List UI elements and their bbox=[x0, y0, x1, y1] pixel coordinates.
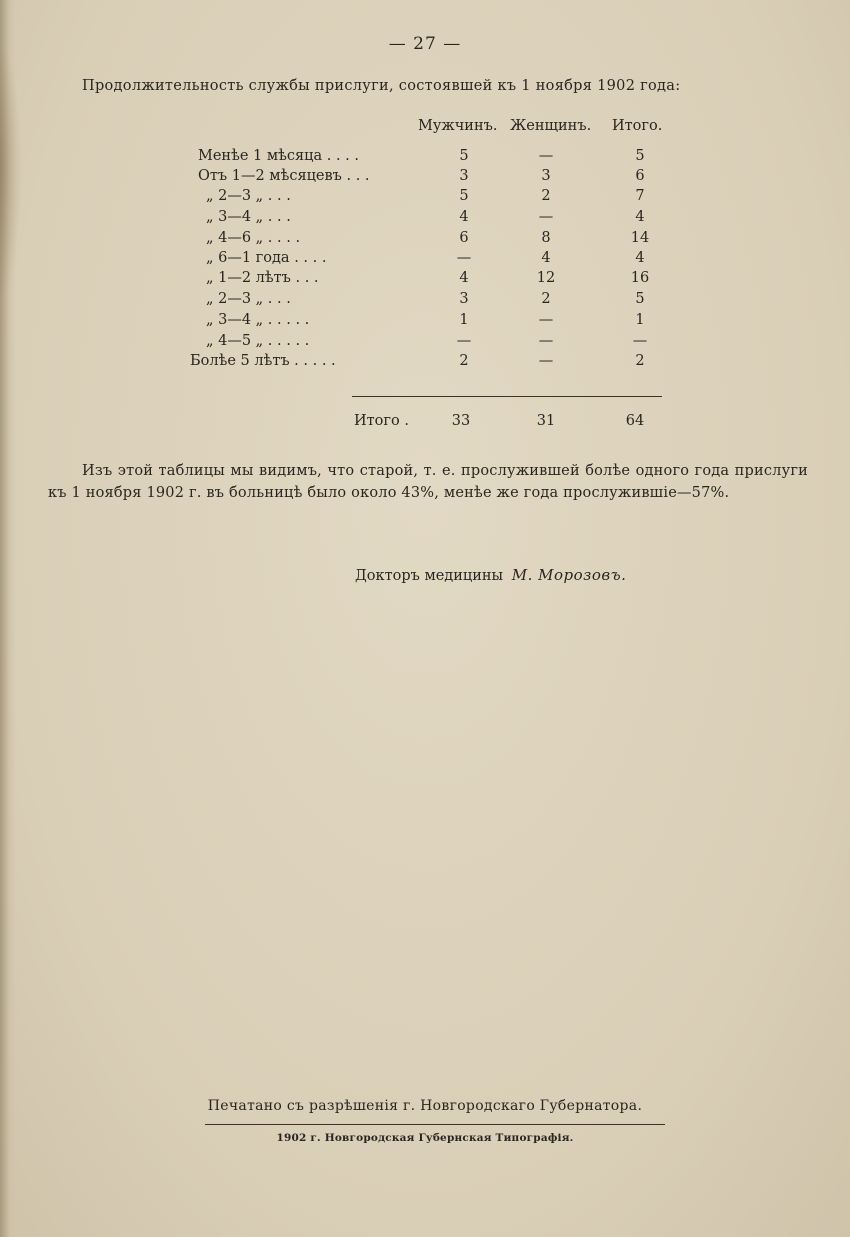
cell-men: 5 bbox=[459, 148, 469, 164]
totals-divider bbox=[352, 396, 662, 397]
signature-name: М. Морозовъ. bbox=[511, 566, 627, 584]
cell-women: — bbox=[538, 209, 554, 225]
cell-men: 3 bbox=[459, 291, 469, 307]
cell-total: 16 bbox=[630, 270, 650, 286]
row-label: „ 4—6 „ . . . . bbox=[206, 230, 301, 246]
row-label: „ 3—4 „ . . . . . bbox=[206, 312, 310, 328]
cell-total: 4 bbox=[635, 250, 645, 266]
row-label: „ 2—3 „ . . . bbox=[206, 188, 291, 204]
imprint-line: Печатано съ разрѣшенія г. Новгородскаго Губернатора. bbox=[207, 1098, 643, 1114]
cell-women: — bbox=[538, 148, 554, 164]
cell-women: 2 bbox=[541, 188, 551, 204]
table-heading: Продолжительность службы прислуги, состоявшей къ 1 ноября 1902 года: bbox=[82, 78, 681, 94]
cell-women: 4 bbox=[541, 250, 551, 266]
paper-stain bbox=[0, 40, 22, 300]
cell-women: 8 bbox=[541, 230, 551, 246]
row-label: „ 1—2 лѣтъ . . . bbox=[206, 270, 319, 286]
cell-total: — bbox=[632, 333, 648, 349]
conclusion-paragraph: Изъ этой таблицы мы видимъ, что старой, т. е. прослужившей болѣе одного года прислуги къ 1 ноября 1902 г. въ больницѣ было около 43%, менѣе же года прослужившіе—57%. bbox=[48, 463, 808, 501]
row-label: „ 3—4 „ . . . bbox=[206, 209, 291, 225]
cell-men: 6 bbox=[459, 230, 469, 246]
cell-total: 5 bbox=[635, 291, 645, 307]
cell-men: — bbox=[456, 250, 472, 266]
total-men: 33 bbox=[451, 413, 471, 429]
totals-label: Итого . bbox=[354, 413, 409, 429]
cell-total: 6 bbox=[635, 168, 645, 184]
cell-men: 4 bbox=[459, 209, 469, 225]
column-header-total: Итого. bbox=[612, 118, 663, 134]
cell-men: 4 bbox=[459, 270, 469, 286]
row-label: Менѣе 1 мѣсяца . . . . bbox=[198, 148, 359, 164]
imprint-divider bbox=[205, 1124, 665, 1125]
cell-total: 1 bbox=[635, 312, 645, 328]
row-label: „ 6—1 года . . . . bbox=[206, 250, 327, 266]
cell-total: 5 bbox=[635, 148, 645, 164]
row-label: „ 2—3 „ . . . bbox=[206, 291, 291, 307]
cell-total: 7 bbox=[635, 188, 645, 204]
cell-total: 4 bbox=[635, 209, 645, 225]
cell-men: — bbox=[456, 333, 472, 349]
page-number: — 27 — bbox=[388, 34, 462, 54]
cell-women: — bbox=[538, 312, 554, 328]
cell-women: — bbox=[538, 353, 554, 369]
row-label: „ 4—5 „ . . . . . bbox=[206, 333, 310, 349]
cell-men: 3 bbox=[459, 168, 469, 184]
cell-men: 2 bbox=[459, 353, 469, 369]
signature bbox=[355, 566, 626, 584]
total-total: 64 bbox=[625, 413, 645, 429]
signature-title: Докторъ медицины bbox=[355, 568, 504, 584]
cell-women: 2 bbox=[541, 291, 551, 307]
cell-total: 2 bbox=[635, 353, 645, 369]
cell-men: 5 bbox=[459, 188, 469, 204]
cell-women: 3 bbox=[541, 168, 551, 184]
row-label: Болѣе 5 лѣтъ . . . . . bbox=[190, 353, 336, 369]
column-header-men: Мужчинъ. bbox=[418, 118, 498, 134]
row-label: Отъ 1—2 мѣсяцевъ . . . bbox=[198, 168, 370, 184]
cell-total: 14 bbox=[630, 230, 650, 246]
printer-line: 1902 г. Новгородская Губернская Типографія. bbox=[276, 1132, 574, 1144]
cell-women: 12 bbox=[536, 270, 556, 286]
total-women: 31 bbox=[536, 413, 556, 429]
column-header-women: Женщинъ. bbox=[510, 118, 592, 134]
cell-women: — bbox=[538, 333, 554, 349]
cell-men: 1 bbox=[459, 312, 469, 328]
